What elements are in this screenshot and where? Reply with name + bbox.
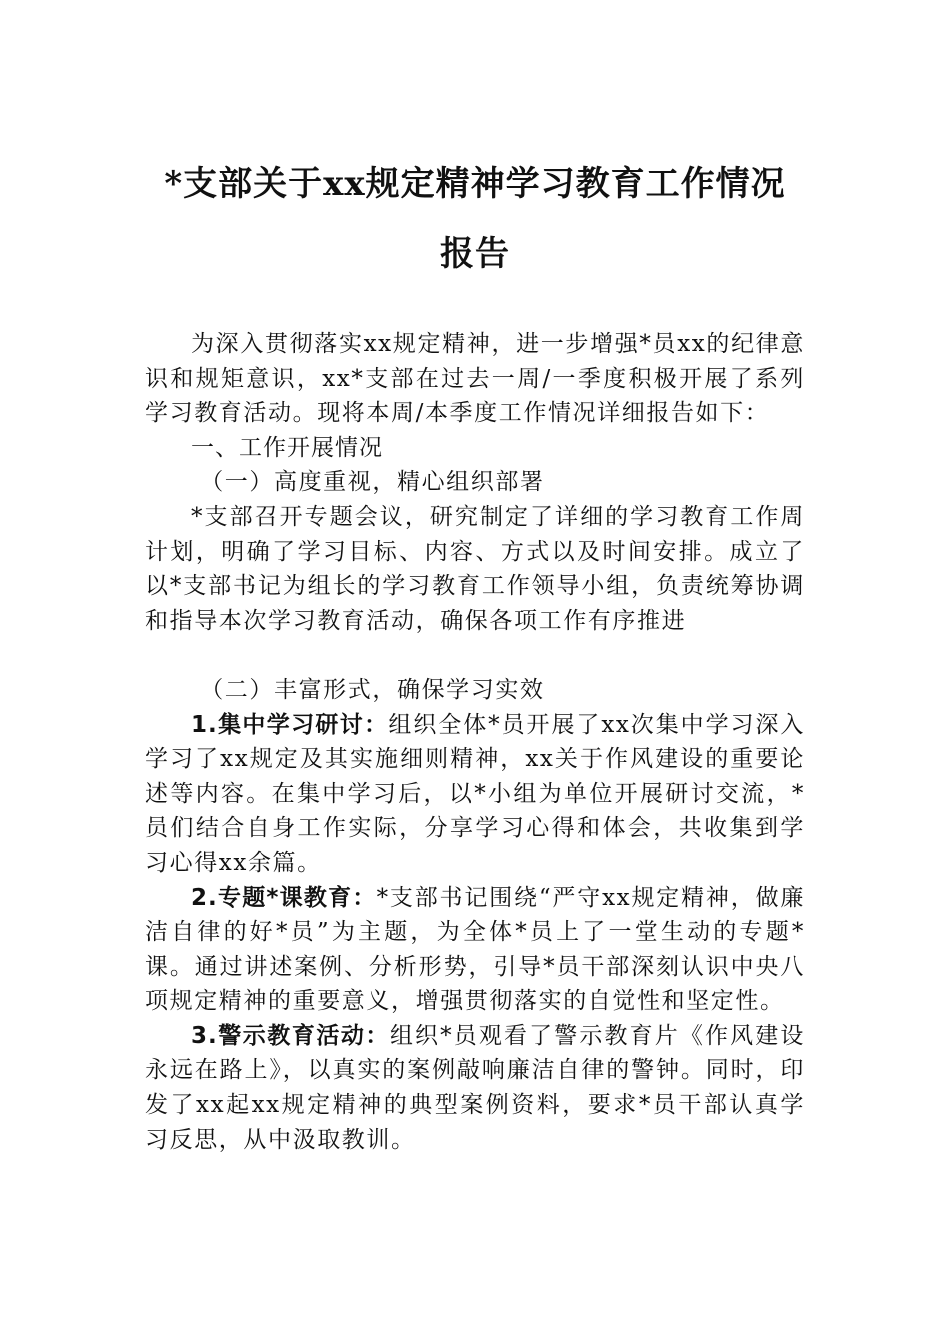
item-2-lead: 2.专题*课教育： xyxy=(191,884,377,911)
item-1-lead: 1.集中学习研讨： xyxy=(191,711,389,738)
intro-paragraph: 为深入贯彻落实xx规定精神，进一步增强*员xx的纪律意识和规矩意识，xx*支部在过去一周/一季度积极开展了系列学习教育活动。现将本周/本季度工作情况详细报告如下： xyxy=(145,331,805,427)
section-heading-1: 一、工作开展情况 xyxy=(191,434,383,461)
paragraph-gap xyxy=(145,638,805,673)
item-1-body: 组织全体*员开展了xx次集中学习深入学习了xx规定及其实施细则精神，xx关于作风建设的重要论述等内容。在集中学习后，以*小组为单位开展研讨交流，*员们结合自身工作实际，分享学习心得和体会，共收集到学习心得xx余篇。 xyxy=(145,711,805,876)
document-title-line-1: *支部关于xx规定精神学习教育工作情况 xyxy=(164,164,786,204)
item-3-paragraph xyxy=(145,1019,805,1157)
subsection-heading-2: （二）丰富形式，确保学习实效 xyxy=(200,676,545,703)
item-3-body: 组织*员观看了警示教育片《作风建设永远在路上》，以真实的案例敲响廉洁自律的警钟。同时，印发了xx起xx规定精神的典型案例资料，要求*员干部认真学习反思，从中汲取教训。 xyxy=(145,1022,806,1153)
item-1-paragraph xyxy=(145,708,805,881)
subsection-heading-1: （一）高度重视，精心组织部署 xyxy=(200,469,545,496)
subsection-1-paragraph: *支部召开专题会议，研究制定了详细的学习教育工作周计划，明确了学习目标、内容、方式以及时间安排。成立了以*支部书记为组长的学习教育工作领导小组，负责统筹协调和指导本次学习教育活动，确保各项工作有序推进 xyxy=(145,503,805,634)
item-2-body: *支部书记围绕“严守xx规定精神，做廉洁自律的好*员”为主题，为全体*员上了一堂生动的专题*课。通过讲述案例、分析形势，引导*员干部深刻认识中央八项规定精神的重要意义，增强贯彻落实的自觉性和坚定性。 xyxy=(145,884,805,1015)
document-body xyxy=(145,327,805,1157)
item-3-lead: 3.警示教育活动： xyxy=(191,1022,390,1049)
item-2-paragraph xyxy=(145,881,805,1019)
document-title-line-2: 报告 xyxy=(440,234,510,274)
